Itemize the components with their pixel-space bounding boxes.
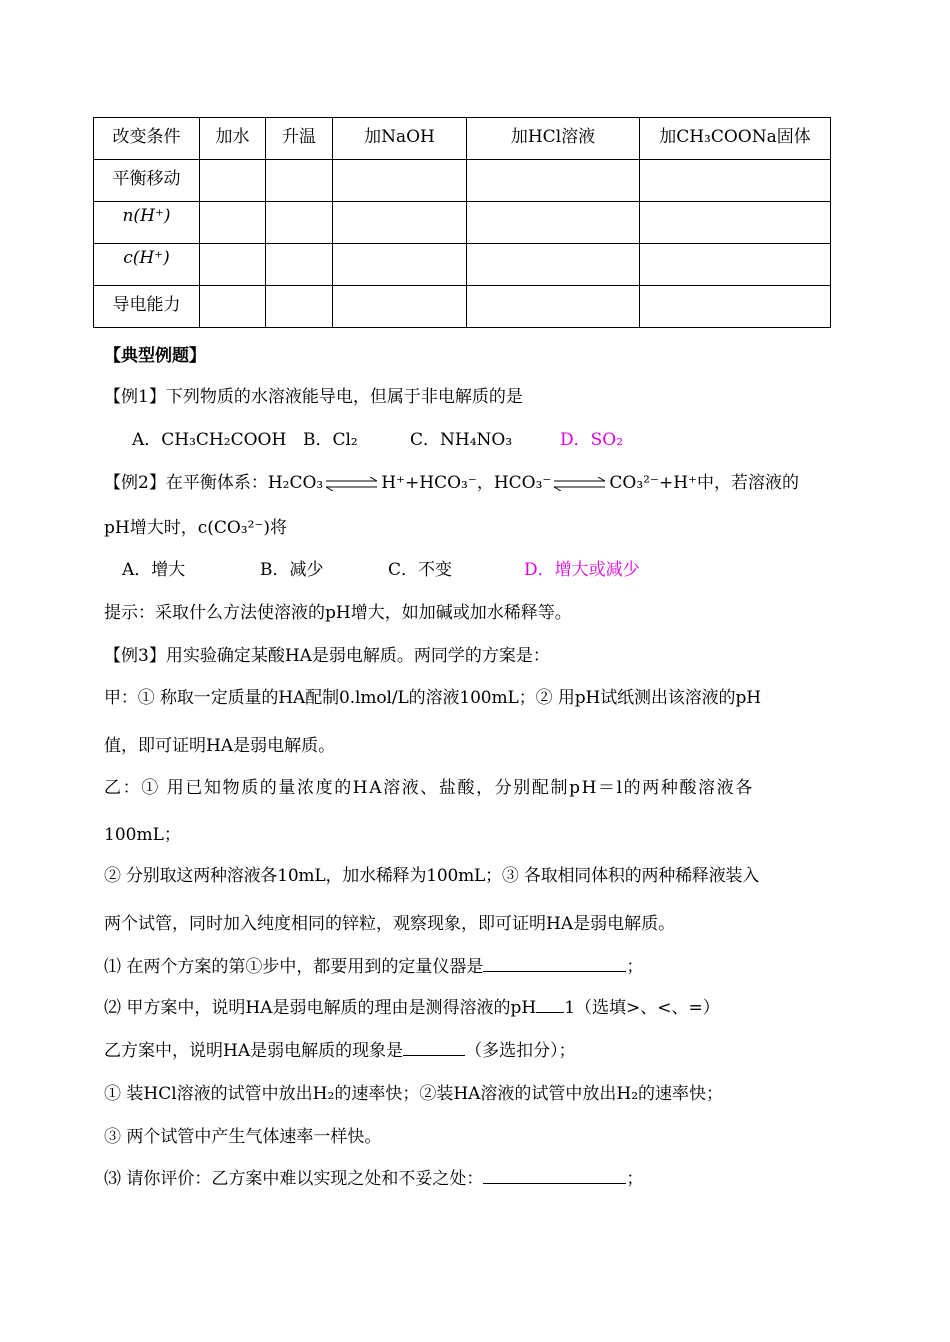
table-cell <box>467 160 640 202</box>
row-label: 平衡移动 <box>94 160 200 202</box>
question-2-yi-note: （多选扣分）； <box>465 1041 576 1061</box>
plan-jia-line1: 甲：① 称取一定质量的HA配制0.lmol/L的溶液100mL；② 用pH试纸测出该溶液的pH <box>104 688 761 708</box>
example-1-options <box>132 425 623 450</box>
table-cell <box>266 202 333 244</box>
table-cell <box>200 286 266 328</box>
question-2-option-3: ③ 两个试管中产生气体速率一样快。 <box>104 1127 382 1147</box>
table-cell <box>467 286 640 328</box>
option-c: C．不变 <box>388 560 453 580</box>
row-label: n(H⁺) <box>94 202 200 244</box>
table-cell <box>200 160 266 202</box>
table-row <box>94 244 831 286</box>
question-3-text: ⑶ 请你评价：乙方案中难以实现之处和不妥之处： <box>104 1169 484 1189</box>
table-header-cell: 加水 <box>200 118 266 160</box>
answer-blank[interactable] <box>403 1039 465 1056</box>
question-2-option-1-2: ① 装HCl溶液的试管中放出H₂的速率快；②装HA溶液的试管中放出H₂的速率快； <box>104 1084 724 1104</box>
example-2-options <box>122 555 640 580</box>
example-2-prefix: 【例2】 <box>104 473 166 493</box>
plan-jia-line2: 值，即可证明HA是弱电解质。 <box>104 736 336 756</box>
section-title: 【典型例题】 <box>104 346 206 366</box>
plan-yi-line4: 两个试管，同时加入纯度相同的锌粒，观察现象，即可证明HA是弱电解质。 <box>104 914 676 934</box>
table-header-cell: 加CH₃COONa固体 <box>640 118 831 160</box>
row-label: 导电能力 <box>94 286 200 328</box>
plan-yi-line2: 100mL； <box>104 825 181 845</box>
option-a: A．增大 <box>122 560 186 580</box>
table-cell <box>467 202 640 244</box>
table-cell <box>640 286 831 328</box>
question-2-yi <box>104 1036 576 1061</box>
table-header-row <box>94 118 831 160</box>
answer-blank[interactable] <box>483 1167 626 1184</box>
question-1-end: ； <box>626 957 644 977</box>
table-cell <box>333 160 467 202</box>
example-3-intro: 【例3】用实验确定某酸HA是弱电解质。两同学的方案是： <box>104 646 550 666</box>
question-3 <box>104 1164 643 1189</box>
table-cell <box>266 244 333 286</box>
option-a: A．CH₃CH₂COOH <box>132 430 287 450</box>
table-row <box>94 286 831 328</box>
table-cell <box>200 202 266 244</box>
example-2-text-c: CO₃²⁻+H⁺中，若溶液的 <box>609 473 799 493</box>
question-2-choice: 1（选填>、<、=） <box>564 998 720 1018</box>
option-c: C．NH₄NO₃ <box>410 430 513 450</box>
option-d: D．增大或减少 <box>524 560 640 580</box>
table-cell <box>333 286 467 328</box>
row-label: c(H⁺) <box>94 244 200 286</box>
question-2-yi-text: 乙方案中，说明HA是弱电解质的现象是 <box>104 1041 404 1061</box>
option-d: D．SO₂ <box>560 430 624 450</box>
example-1-question <box>104 382 523 407</box>
table-row <box>94 202 831 244</box>
table-cell <box>467 244 640 286</box>
condition-table <box>93 117 831 328</box>
table-cell <box>640 202 831 244</box>
equilibrium-arrow-icon <box>325 477 379 491</box>
answer-blank[interactable] <box>536 996 564 1013</box>
table-cell <box>333 202 467 244</box>
question-1-text: ⑴ 在两个方案的第①步中，都要用到的定量仪器是 <box>104 957 484 977</box>
table-header-cell: 升温 <box>266 118 333 160</box>
table-cell <box>640 160 831 202</box>
table-header-cell: 加HCl溶液 <box>467 118 640 160</box>
table-cell <box>266 286 333 328</box>
hint: 提示：采取什么方法使溶液的pH增大，如加碱或加水稀释等。 <box>104 603 572 623</box>
question-2 <box>104 993 720 1018</box>
example-1-prefix: 【例1】 <box>104 387 166 407</box>
option-b: B．Cl₂ <box>303 430 358 450</box>
table-header-cell: 加NaOH <box>333 118 467 160</box>
table-cell <box>266 160 333 202</box>
table-cell <box>640 244 831 286</box>
option-b: B．减少 <box>260 560 324 580</box>
answer-blank[interactable] <box>483 955 626 972</box>
example-2-question <box>104 468 799 493</box>
question-2-text: ⑵ 甲方案中，说明HA是弱电解质的理由是测得溶液的pH <box>104 998 537 1018</box>
question-1 <box>104 952 643 977</box>
example-2-text-b: H⁺+HCO₃⁻，HCO₃⁻ <box>381 473 552 493</box>
plan-yi-line3: ② 分别取这两种溶液各10mL，加水稀释为100mL；③ 各取相同体积的两种稀释液装入 <box>104 866 760 886</box>
example-2-text-a: 在平衡体系：H₂CO₃ <box>165 473 324 493</box>
table-cell <box>333 244 467 286</box>
table-cell <box>200 244 266 286</box>
plan-yi-line1: 乙：① 用已知物质的量浓度的HA溶液、盐酸，分别配制pH＝l的两种酸溶液各 <box>104 778 754 798</box>
example-1-text: 下列物质的水溶液能导电，但属于非电解质的是 <box>165 387 523 407</box>
table-row <box>94 160 831 202</box>
table-header-cell: 改变条件 <box>94 118 200 160</box>
equilibrium-arrow-icon <box>553 477 607 491</box>
question-3-end: ； <box>626 1169 644 1189</box>
example-2-line2: pH增大时，c(CO₃²⁻)将 <box>104 518 288 538</box>
